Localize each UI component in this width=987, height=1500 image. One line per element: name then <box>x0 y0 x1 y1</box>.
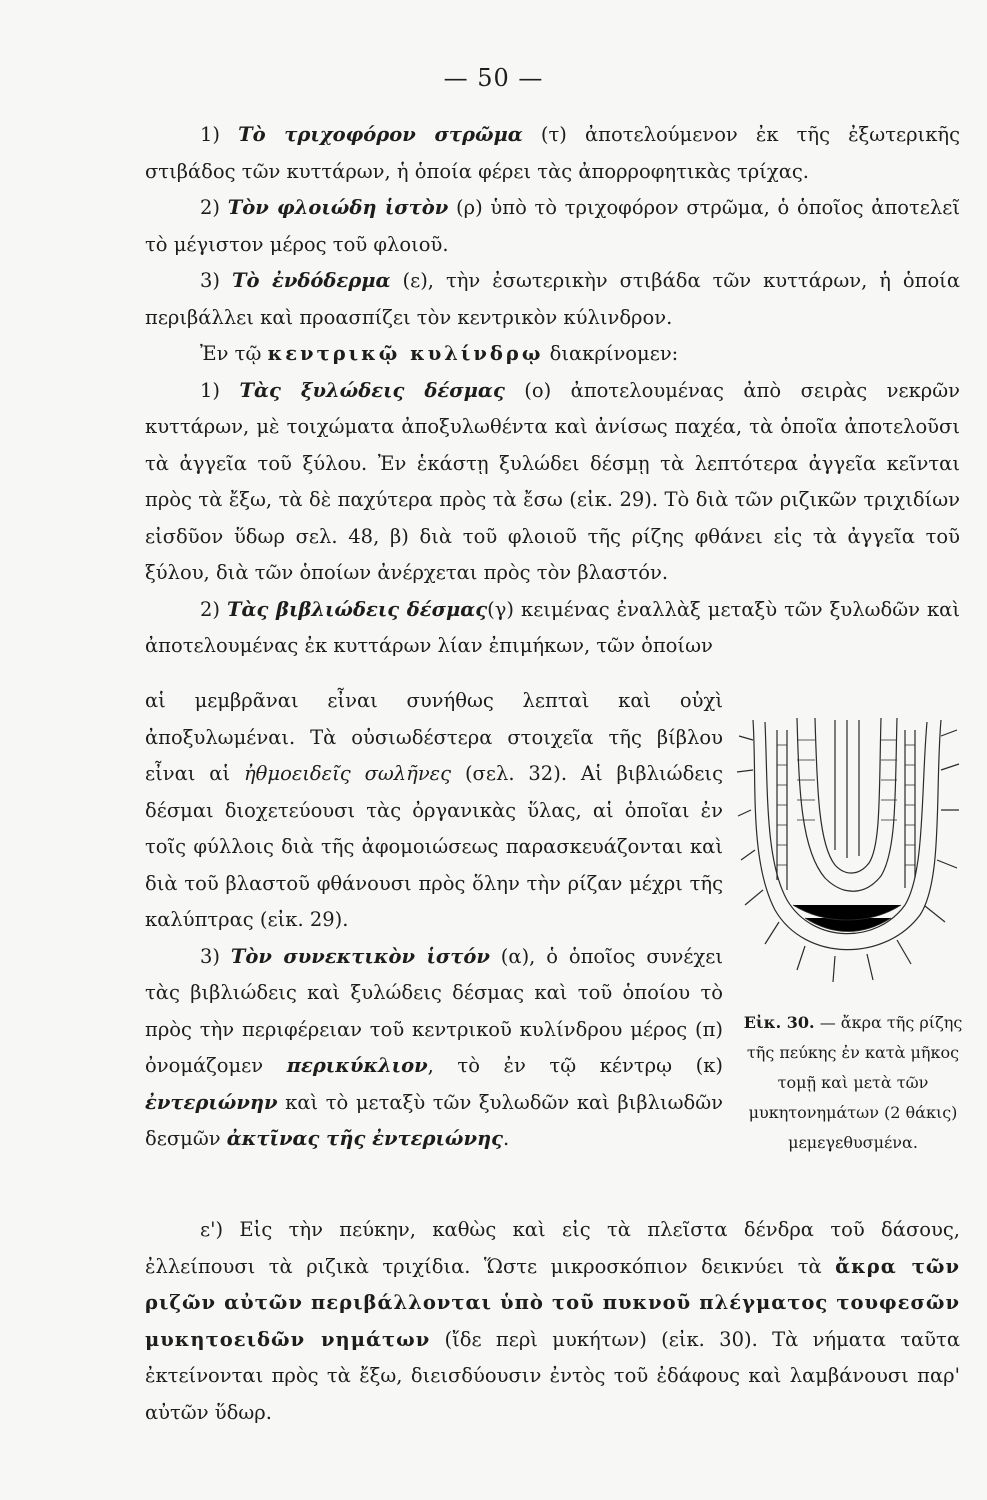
term-pith: ἐντεριώνην <box>145 1090 278 1114</box>
pine-paragraph <box>145 1212 960 1431</box>
intro-text-end: διακρίνομεν: <box>543 342 679 365</box>
item-text: καὶ τὸ μεταξὺ τῶν ξυλωδῶν καὶ βιβλιωδῶν δεσμῶν <box>145 1090 723 1150</box>
term-cortex-tissue: Τὸν φλοιώδη ἱστὸν <box>227 196 449 219</box>
list-item <box>145 263 960 336</box>
figure-side-column <box>145 683 723 1158</box>
emphasis-mycorrhiza: ἄκρα τῶν ριζῶν αὐτῶν περιβάλλονται ὑπὸ τοῦ πυκνοῦ πλέγματος τουφεσῶν μυκητοειδῶν νημάτων <box>145 1254 960 1351</box>
paragraph-text: αἱ μεμβρᾶναι εἶναι συνήθως λεπταὶ καὶ οὐχὶ ἀποξυλωμέναι. Τὰ οὐσιωδέστερα στοιχεῖα τῆς βίβλου εἶναι αἱ <box>145 689 723 785</box>
item-text: (ρ) ὑπὸ τὸ τριχοφόρον στρῶμα, ὁ ὁποῖος ἀποτελεῖ τὸ μέγιστον μέρος τοῦ φλοιοῦ. <box>145 196 960 256</box>
caption-text: — ἄκρα τῆς ρίζης τῆς πεύκης ἐν κατὰ μῆκος τομῇ καὶ μετὰ τῶν μυκητονημάτων (2 θάκις) μεμεγεθυσμένα. <box>746 1013 963 1152</box>
item-number: 2) <box>200 196 221 219</box>
figure-caption <box>742 1008 964 1158</box>
item-number: 3) <box>200 269 221 292</box>
paragraph-text-end: (σελ. 32). Αἱ βιβλιώδεις δέσμαι διοχετεύουσι τὰς ὀργανικὰς ὕλας, αἱ ὁποῖαι ἐν τοῖς φύλλοις διὰ τῆς ἀφομοιώσεως παρασκευάζονται καὶ διὰ τοῦ βλαστοῦ φθάνουσι πρὸς ὅλην τὴν ρίζαν μέχρι τῆς καλύπτρας (εἰκ. 29). <box>145 762 723 931</box>
term-connective-tissue: Τὸν συνεκτικὸν ἱστόν <box>230 944 490 968</box>
item-text: (α), ὁ ὁποῖος συνέχει τὰς βιβλιώδεις καὶ ξυλώδεις δέσμας καὶ τοῦ ὁποίου τὸ πρὸς τὴν περιφέρειαν τοῦ κεντρικοῦ κυλίνδρου μέρος (π) ὀνομάζομεν <box>145 944 724 1077</box>
section-intro <box>145 336 960 373</box>
term-pith-rays: ἀκτῖνας τῆς ἐντεριώνης <box>226 1127 504 1150</box>
paragraph-text-end: (ἴδε περὶ μυκήτων) (εἰκ. 30). Τὰ νήματα ταῦτα ἐκτείνονται πρὸς τὰ ἔξω, διεισδύουσιν ἐντὸς τοῦ ἐδάφους καὶ λαμβάνουσι παρ' αὐτῶν ὕδωρ. <box>145 1327 960 1424</box>
list-item <box>145 373 960 592</box>
item-text: , τὸ ἐν τῷ κέντρῳ (κ) <box>427 1054 723 1077</box>
paragraph <box>145 683 723 939</box>
figure-label: Εἰκ. 30. <box>743 1013 815 1032</box>
page-number: — 50 — <box>443 64 544 92</box>
intro-text: Ἐν τῷ <box>200 342 268 365</box>
paragraph <box>145 1212 960 1431</box>
term-trichophore-layer: Τὸ τριχοφόρον στρῶμα <box>238 123 523 146</box>
root-layers-list <box>145 117 960 336</box>
item-text: (γ) κειμένας ἐναλλὰξ μεταξὺ τῶν ξυλωδῶν καὶ ἀποτελουμένας ἐκ κυττάρων λίαν ἐπιμήκων, τῶν ὁποίων <box>145 597 960 657</box>
paragraph-text: ε') Εἰς τὴν πεύκην, καθὼς καὶ εἰς τὰ πλεῖστα δένδρα τοῦ δάσους, ἐλλείπουσι τὰ ριζικὰ τριχίδια. Ὥστε μικροσκόπιον δεικνύει τὰ <box>145 1218 960 1278</box>
central-cylinder-section <box>145 336 960 665</box>
term-pericycle: περικύκλιον <box>286 1054 428 1077</box>
term-central-cylinder: κεντρικῷ κυλίνδρῳ <box>267 342 544 365</box>
list-item <box>145 117 960 190</box>
item-text: (ε), τὴν ἐσωτερικὴν στιβάδα τῶν κυττάρων, ἡ ὁποία περιβάλλει καὶ προασπίζει τὸν κεντρικὸν κύλινδρον. <box>145 269 960 329</box>
item-number: 3) <box>200 944 221 968</box>
term-sieve-tubes: ἠθμοειδεῖς σωλῆνες <box>243 762 452 785</box>
item-text: (ο) ἀποτελουμένας ἀπὸ σειρὰς νεκρῶν κυττάρων, μὲ τοιχώματα ἀποξυλωθέντα καὶ ἀνίσως παχέα, τὰ ὁποῖα ἀποτελοῦσι τὰ ἀγγεῖα τοῦ ξύλου. Ἐν ἑκάστῃ ξυλώδει δέσμῃ τὰ λεπτότερα ἀγγεῖα κεῖνται πρὸς τὰ ἔξω, τὰ δὲ παχύτερα πρὸς τὰ ἔσω (εἰκ. 29). Τὸ διὰ τῶν ριζικῶν τριχιδίων εἰσδῦον ὕδωρ σελ. 48, β) διὰ τοῦ φλοιοῦ τῆς ρίζης φθάνει εἰς τὰ ἀγγεῖα τοῦ ξύλου, διὰ τῶν ὁποίων ἀνέρχεται πρὸς τὸν βλαστόν. <box>145 378 960 584</box>
list-item <box>145 592 960 665</box>
item-number: 1) <box>200 378 221 402</box>
term-xylem-bundles: Τὰς ξυλώδεις δέσμας <box>239 378 505 402</box>
root-tip-illustration <box>735 700 965 990</box>
item-text: (τ) ἀποτελούμενον ἐκ τῆς ἐξωτερικῆς στιβάδος τῶν κυττάρων, ἡ ὁποία φέρει τὰς ἀπορροφητικὰς τρίχας. <box>145 123 960 183</box>
term-phloem-bundles: Τὰς βιβλιώδεις δέσμας <box>227 597 488 621</box>
list-item <box>145 939 723 1158</box>
item-number: 2) <box>200 597 221 621</box>
list-item <box>145 190 960 263</box>
item-number: 1) <box>200 123 221 146</box>
item-text: . <box>503 1127 510 1150</box>
term-endodermis: Τὸ ἐνδόδερμα <box>231 269 391 292</box>
